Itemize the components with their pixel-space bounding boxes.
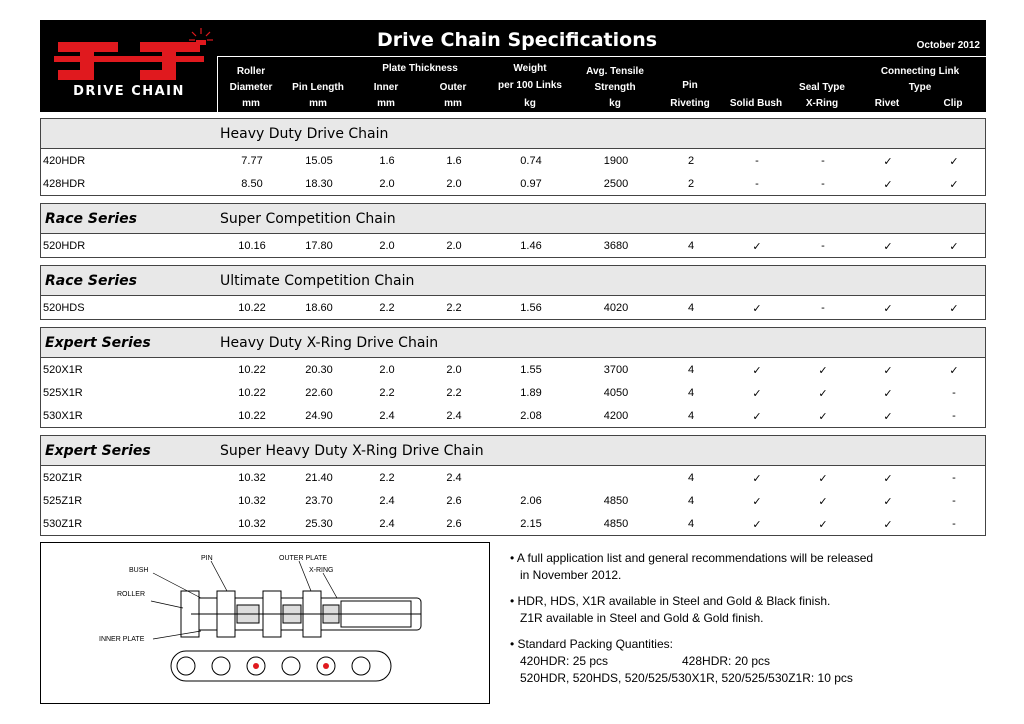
section-header	[41, 266, 985, 296]
label-bush: BUSH	[129, 567, 149, 574]
label-x-ring: X-RING	[309, 567, 334, 574]
cell-inner-plate: 2.2	[379, 387, 395, 399]
cell-model: 520Z1R	[43, 472, 83, 484]
cell-pin-riveting: 2	[687, 178, 695, 190]
cell-outer-plate: 1.6	[446, 155, 462, 167]
section-title: Super Heavy Duty X-Ring Drive Chain	[220, 443, 484, 459]
cell-pin-length: 23.70	[305, 495, 333, 507]
cell-model: 520X1R	[43, 364, 83, 376]
cell-seal-type: -	[821, 240, 825, 252]
cell-tensile-strength: 3700	[603, 364, 629, 376]
cell-seal-type: -	[821, 302, 825, 314]
note-release-line-2: in November 2012.	[520, 568, 622, 582]
cell-rivet-link: ✓	[883, 496, 893, 508]
cell-tensile-strength: 3680	[603, 240, 629, 252]
col-inner-2: mm	[377, 98, 395, 109]
cell-roller-diameter: 10.32	[238, 495, 266, 507]
section-4	[40, 435, 986, 536]
table-row	[41, 234, 985, 257]
cell-rivet-link: ✓	[883, 179, 893, 191]
header-divider-vertical	[217, 56, 218, 112]
section-1	[40, 203, 986, 258]
cell-model: 525X1R	[43, 387, 83, 399]
cell-pin-length: 20.30	[305, 364, 333, 376]
cell-solid-bush: ✓	[752, 303, 762, 315]
notes	[510, 550, 980, 696]
cell-weight: 0.97	[520, 178, 542, 190]
cell-model: 420HDR	[43, 155, 86, 167]
col-seal-2: X-Ring	[805, 98, 839, 109]
cell-clip-link: ✓	[949, 156, 959, 168]
cell-roller-diameter: 10.32	[238, 472, 266, 484]
section-header	[41, 119, 985, 149]
col-rivet: Rivet	[874, 98, 900, 109]
col-pin-length-2: mm	[309, 98, 327, 109]
cell-pin-riveting: 4	[687, 472, 695, 484]
col-connecting-1: Connecting Link	[880, 66, 960, 77]
header-divider	[217, 56, 986, 57]
cell-pin-length: 18.60	[305, 302, 333, 314]
cell-model: 520HDR	[43, 240, 86, 252]
cell-roller-diameter: 7.77	[241, 155, 263, 167]
cell-seal-type: ✓	[818, 388, 828, 400]
cell-inner-plate: 2.0	[379, 178, 395, 190]
label-outer-plate: OUTER PLATE	[279, 555, 328, 562]
cell-inner-plate: 2.0	[379, 240, 395, 252]
section-title: Heavy Duty X-Ring Drive Chain	[220, 335, 439, 351]
section-0	[40, 118, 986, 196]
table-row	[41, 358, 985, 381]
cell-weight: 0.74	[520, 155, 542, 167]
col-pin-1: Pin	[682, 80, 698, 91]
cell-model: 428HDR	[43, 178, 86, 190]
page-title: Drive Chain Specifications	[376, 29, 658, 51]
col-weight-1: Weight	[513, 63, 547, 74]
cell-pin-riveting: 4	[687, 495, 695, 507]
col-clip: Clip	[943, 98, 963, 109]
cell-tensile-strength: 2500	[603, 178, 629, 190]
cell-weight: 2.06	[520, 495, 542, 507]
cell-outer-plate: 2.6	[446, 495, 462, 507]
cell-weight: 1.55	[520, 364, 542, 376]
logo-text: DRIVE CHAIN	[73, 84, 185, 99]
cell-rivet-link: ✓	[883, 388, 893, 400]
date-label: October 2012	[916, 40, 980, 51]
section-title: Ultimate Competition Chain	[220, 273, 415, 289]
series-label: Expert Series	[45, 335, 151, 351]
cell-outer-plate: 2.4	[446, 472, 462, 484]
cell-clip-link: -	[952, 472, 956, 484]
cell-rivet-link: ✓	[883, 156, 893, 168]
table-row	[41, 381, 985, 404]
cell-pin-length: 15.05	[305, 155, 333, 167]
cell-roller-diameter: 10.22	[238, 387, 266, 399]
cell-pin-riveting: 4	[687, 387, 695, 399]
col-tensile-2: Strength	[594, 82, 636, 93]
cell-inner-plate: 2.4	[379, 410, 395, 422]
spec-header	[40, 20, 986, 112]
col-tensile-1: Avg. Tensile	[586, 66, 644, 77]
col-roller-1: Roller	[236, 66, 266, 77]
cell-outer-plate: 2.2	[446, 302, 462, 314]
cell-clip-link: -	[952, 495, 956, 507]
cell-solid-bush: ✓	[752, 388, 762, 400]
cell-weight: 2.15	[520, 518, 542, 530]
cell-weight: 1.46	[520, 240, 542, 252]
section-3	[40, 327, 986, 428]
cell-pin-length: 22.60	[305, 387, 333, 399]
cell-pin-riveting: 4	[687, 410, 695, 422]
note-packing	[510, 636, 980, 687]
cell-clip-link: -	[952, 410, 956, 422]
cell-roller-diameter: 10.32	[238, 518, 266, 530]
packing-420hdr: 420HDR: 25 pcs	[520, 654, 609, 668]
col-roller-3: mm	[242, 98, 260, 109]
table-row	[41, 149, 985, 172]
note-release-line-1: • A full application list and general recommendations will be released	[510, 551, 874, 565]
section-2	[40, 265, 986, 320]
cell-solid-bush: ✓	[752, 365, 762, 377]
packing-10pcs: 520HDR, 520HDS, 520/525/530X1R, 520/525/530Z1R: 10 pcs	[520, 671, 853, 685]
cell-seal-type: ✓	[818, 496, 828, 508]
cell-roller-diameter: 8.50	[241, 178, 263, 190]
col-solid-bush: Solid Bush	[729, 98, 783, 109]
cell-inner-plate: 2.2	[379, 302, 395, 314]
cell-solid-bush: ✓	[752, 241, 762, 253]
col-weight-3: kg	[524, 98, 536, 109]
cell-inner-plate: 1.6	[379, 155, 395, 167]
cell-seal-type: ✓	[818, 519, 828, 531]
packing-428hdr: 428HDR: 20 pcs	[682, 654, 771, 668]
cell-clip-link: ✓	[949, 179, 959, 191]
cell-roller-diameter: 10.22	[238, 364, 266, 376]
cell-tensile-strength: 4050	[603, 387, 629, 399]
section-title: Super Competition Chain	[220, 211, 396, 227]
cell-rivet-link: ✓	[883, 365, 893, 377]
table-row	[41, 172, 985, 195]
cell-outer-plate: 2.0	[446, 364, 462, 376]
cell-inner-plate: 2.0	[379, 364, 395, 376]
col-plate-thickness: Plate Thickness	[382, 63, 458, 74]
note-finish	[510, 593, 980, 627]
cell-inner-plate: 2.2	[379, 472, 395, 484]
cell-weight: 2.08	[520, 410, 542, 422]
cell-outer-plate: 2.0	[446, 240, 462, 252]
col-outer-1: Outer	[439, 82, 467, 93]
cell-tensile-strength: 4850	[603, 495, 629, 507]
series-label: Expert Series	[45, 443, 151, 459]
sun-icon	[188, 26, 214, 52]
cell-rivet-link: ✓	[883, 519, 893, 531]
section-header	[41, 328, 985, 358]
table-row	[41, 296, 985, 319]
cell-rivet-link: ✓	[883, 411, 893, 423]
cell-weight: 1.56	[520, 302, 542, 314]
cell-seal-type: ✓	[818, 365, 828, 377]
cell-inner-plate: 2.4	[379, 495, 395, 507]
cell-clip-link: ✓	[949, 365, 959, 377]
cell-model: 530Z1R	[43, 518, 83, 530]
cell-clip-link: -	[952, 387, 956, 399]
cell-pin-length: 18.30	[305, 178, 333, 190]
cell-roller-diameter: 10.22	[238, 410, 266, 422]
label-inner-plate: INNER PLATE	[99, 636, 145, 643]
chain-diagram-box	[40, 542, 490, 704]
cell-clip-link: ✓	[949, 241, 959, 253]
cell-solid-bush: ✓	[752, 473, 762, 485]
col-seal-1: Seal Type	[799, 82, 845, 93]
col-weight-2: per 100 Links	[498, 80, 562, 91]
cell-solid-bush: ✓	[752, 519, 762, 531]
cell-model: 530X1R	[43, 410, 83, 422]
cell-tensile-strength: 1900	[603, 155, 629, 167]
cell-pin-riveting: 4	[687, 240, 695, 252]
cell-seal-type: ✓	[818, 473, 828, 485]
cell-seal-type: -	[821, 155, 825, 167]
cell-outer-plate: 2.4	[446, 410, 462, 422]
cell-inner-plate: 2.4	[379, 518, 395, 530]
cell-rivet-link: ✓	[883, 241, 893, 253]
cell-weight: 1.89	[520, 387, 542, 399]
section-title: Heavy Duty Drive Chain	[220, 126, 389, 142]
chain-diagram	[41, 543, 489, 703]
cell-clip-link: -	[952, 518, 956, 530]
cell-outer-plate: 2.2	[446, 387, 462, 399]
series-label: Race Series	[45, 211, 138, 227]
col-outer-2: mm	[444, 98, 462, 109]
cell-pin-length: 17.80	[305, 240, 333, 252]
col-tensile-3: kg	[609, 98, 621, 109]
cell-pin-riveting: 4	[687, 518, 695, 530]
cell-pin-length: 25.30	[305, 518, 333, 530]
cell-pin-riveting: 4	[687, 302, 695, 314]
cell-roller-diameter: 10.16	[238, 240, 266, 252]
cell-outer-plate: 2.6	[446, 518, 462, 530]
col-roller-2: Diameter	[229, 82, 273, 93]
series-label: Race Series	[45, 273, 138, 289]
cell-rivet-link: ✓	[883, 303, 893, 315]
cell-solid-bush: ✓	[752, 411, 762, 423]
label-pin: PIN	[201, 555, 213, 562]
table-row	[41, 512, 985, 535]
cell-seal-type: -	[821, 178, 825, 190]
section-header	[41, 436, 985, 466]
col-pin-length-1: Pin Length	[292, 82, 344, 93]
note-packing-title: • Standard Packing Quantities:	[510, 637, 673, 651]
cell-model: 520HDS	[43, 302, 85, 314]
cell-roller-diameter: 10.22	[238, 302, 266, 314]
section-header	[41, 204, 985, 234]
note-finish-line-1: • HDR, HDS, X1R available in Steel and Gold & Black finish.	[510, 594, 831, 608]
chain-side-view	[171, 651, 391, 681]
col-pin-2: Riveting	[670, 98, 710, 109]
cell-rivet-link: ✓	[883, 473, 893, 485]
cell-pin-riveting: 2	[687, 155, 695, 167]
note-release	[510, 550, 980, 584]
cell-pin-length: 21.40	[305, 472, 333, 484]
cell-tensile-strength: 4850	[603, 518, 629, 530]
cell-clip-link: ✓	[949, 303, 959, 315]
cell-outer-plate: 2.0	[446, 178, 462, 190]
cell-solid-bush: -	[755, 178, 759, 190]
cell-pin-riveting: 4	[687, 364, 695, 376]
cell-pin-length: 24.90	[305, 410, 333, 422]
chain-top-view	[181, 591, 421, 637]
note-finish-line-2: Z1R available in Steel and Gold & Gold finish.	[520, 611, 764, 625]
table-row	[41, 489, 985, 512]
table-row	[41, 466, 985, 489]
label-roller: ROLLER	[117, 591, 146, 598]
cell-model: 525Z1R	[43, 495, 83, 507]
col-inner-1: Inner	[373, 82, 399, 93]
col-connecting-2: Type	[908, 82, 932, 93]
cell-tensile-strength: 4020	[603, 302, 629, 314]
cell-solid-bush: -	[755, 155, 759, 167]
cell-solid-bush: ✓	[752, 496, 762, 508]
cell-seal-type: ✓	[818, 411, 828, 423]
jt-logo	[40, 20, 217, 112]
table-row	[41, 404, 985, 427]
cell-tensile-strength: 4200	[603, 410, 629, 422]
